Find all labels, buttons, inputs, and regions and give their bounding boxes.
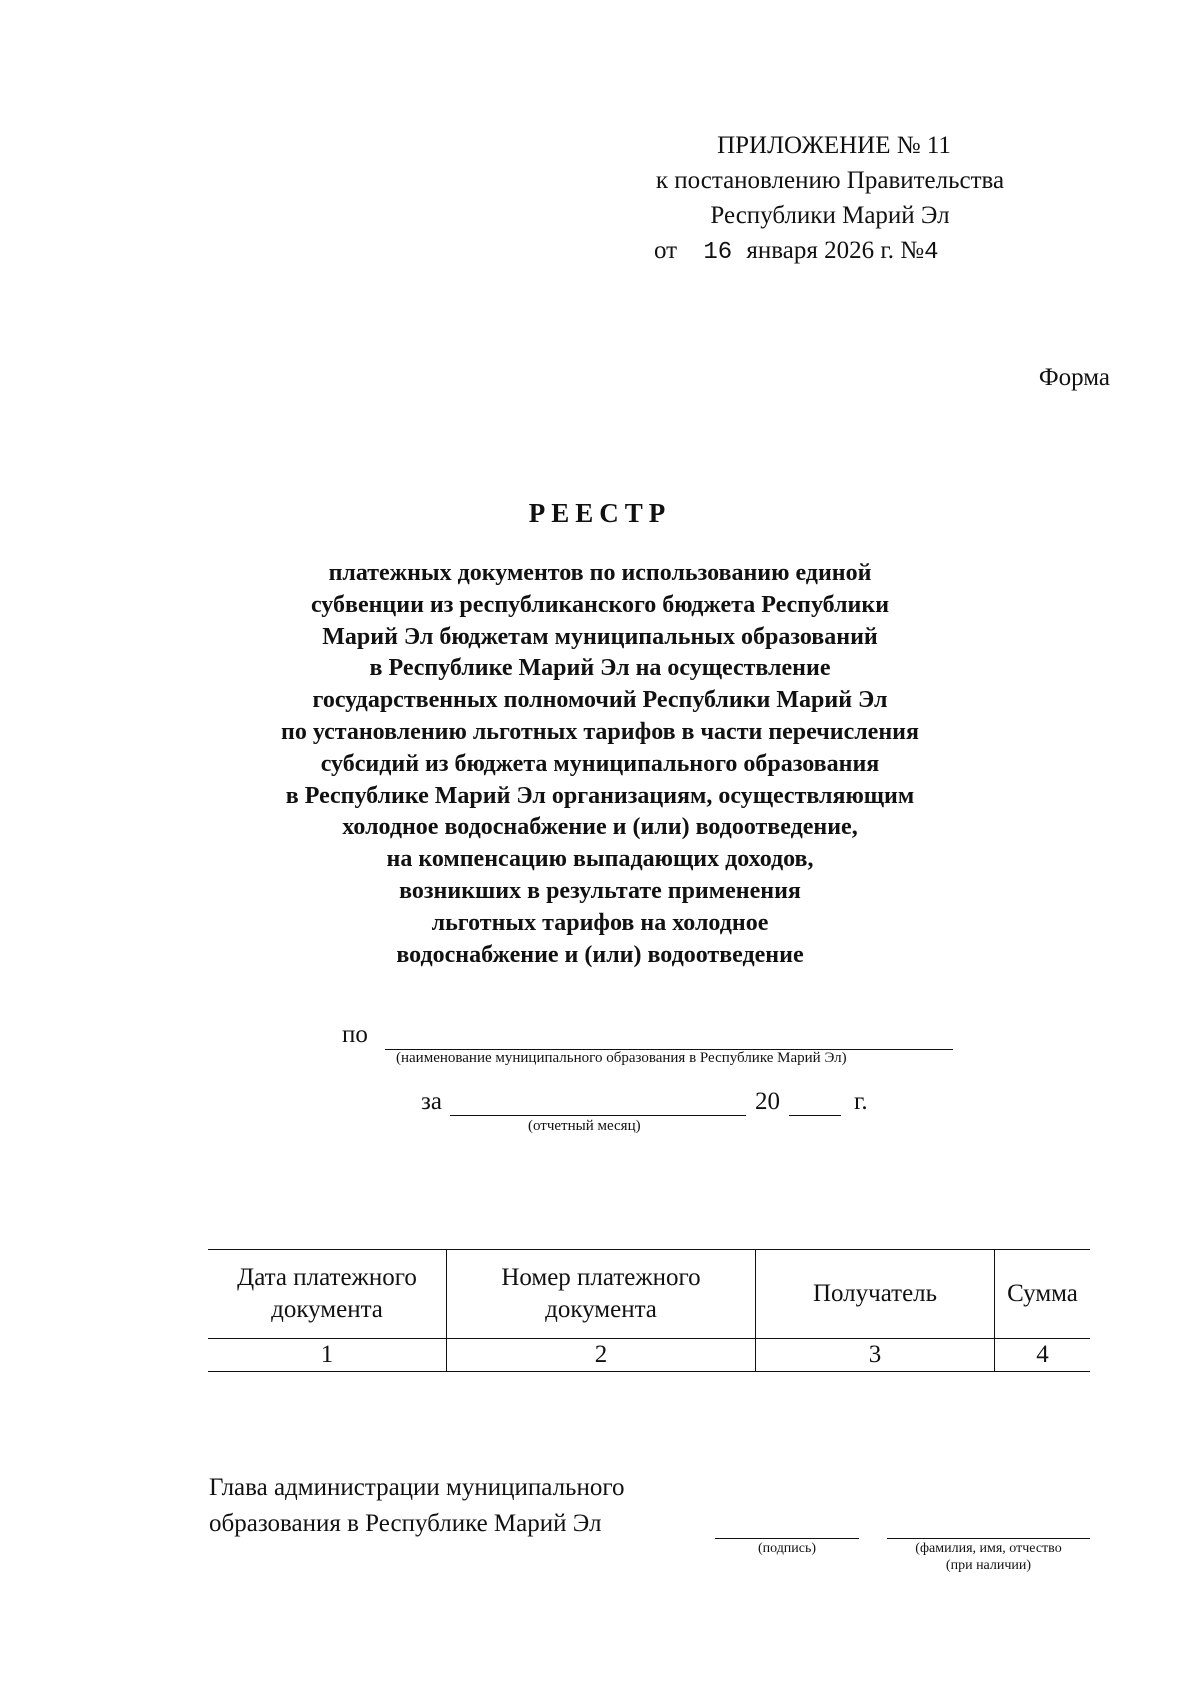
subtitle-line: субсидий из бюджета муниципального образования	[320, 750, 880, 777]
subtitle-line: в Республике Марий Эл на осуществление	[369, 655, 831, 682]
column-number: 3	[756, 1339, 995, 1372]
subtitle-line: субвенции из республиканского бюджета Республики	[310, 591, 890, 618]
document-subtitle	[150, 558, 1050, 971]
appendix-resolution-ref: к постановлению Правительства	[655, 167, 1005, 194]
column-number: 4	[995, 1339, 1091, 1372]
municipality-hint: (наименование муниципального образования в Республике Марий Эл)	[396, 1050, 847, 1066]
appendix-government: Республики Марий Эл	[710, 202, 950, 229]
header-amount: Сумма	[995, 1250, 1091, 1339]
full-name-hint: (фамилия, имя, отчество (при наличии)	[915, 1541, 1062, 1573]
appendix-number: ПРИЛОЖЕНИЕ № 11	[717, 132, 951, 159]
subtitle-line: по установлению льготных тарифов в части перечисления	[281, 718, 919, 745]
po-label: по	[342, 1021, 368, 1048]
column-number: 1	[320, 1341, 334, 1368]
subtitle-line: льготных тарифов на холодное	[431, 909, 769, 936]
appendix-header	[640, 128, 1020, 270]
subtitle-line: возникших в результате применения	[399, 877, 801, 904]
date-day: 16	[703, 239, 733, 266]
header-payment-date: Дата платежного документа	[237, 1264, 417, 1323]
za-label: за	[421, 1088, 442, 1115]
form-label: Форма	[1038, 364, 1110, 391]
subtitle-line: на компенсацию выпадающих доходов,	[386, 846, 814, 873]
table-header-row	[208, 1250, 1090, 1339]
year-suffix: г.	[854, 1088, 868, 1115]
subtitle-line: Марий Эл бюджетам муниципальных образований	[322, 623, 878, 650]
column-number: 2	[447, 1339, 756, 1372]
date-prefix: от	[654, 237, 678, 264]
subtitle-line: водоснабжение и (или) водоотведение	[396, 941, 804, 968]
table-row	[208, 1339, 1090, 1372]
subtitle-line: в Республике Марий Эл организациям, осуществляющим	[285, 782, 915, 809]
resolution-number: 4	[924, 239, 939, 266]
signature-hint: (подпись)	[757, 1541, 817, 1556]
month-blank-line	[450, 1115, 746, 1116]
year-prefix: 20	[755, 1088, 780, 1115]
appendix-date-row	[640, 233, 1020, 270]
registry-table	[208, 1249, 1090, 1372]
header-recipient: Получатель	[756, 1250, 995, 1339]
signature-blank-line	[715, 1538, 859, 1539]
year-blank-line	[789, 1115, 841, 1116]
header-payment-number: Номер платежного документа	[447, 1250, 756, 1339]
month-hint: (отчетный месяц)	[528, 1118, 641, 1134]
subtitle-line: платежных документов по использованию единой	[328, 560, 872, 586]
subtitle-line: холодное водоснабжение и (или) водоотведение,	[342, 814, 858, 841]
full-name-blank-line	[887, 1538, 1090, 1539]
subtitle-line: государственных полномочий Республики Марий Эл	[312, 687, 888, 714]
signatory-position: Глава администрации муниципального образования в Республике Марий Эл	[209, 1474, 625, 1537]
document-title: РЕЕСТР	[528, 498, 672, 528]
date-rest: января 2026 г. №	[746, 237, 925, 264]
